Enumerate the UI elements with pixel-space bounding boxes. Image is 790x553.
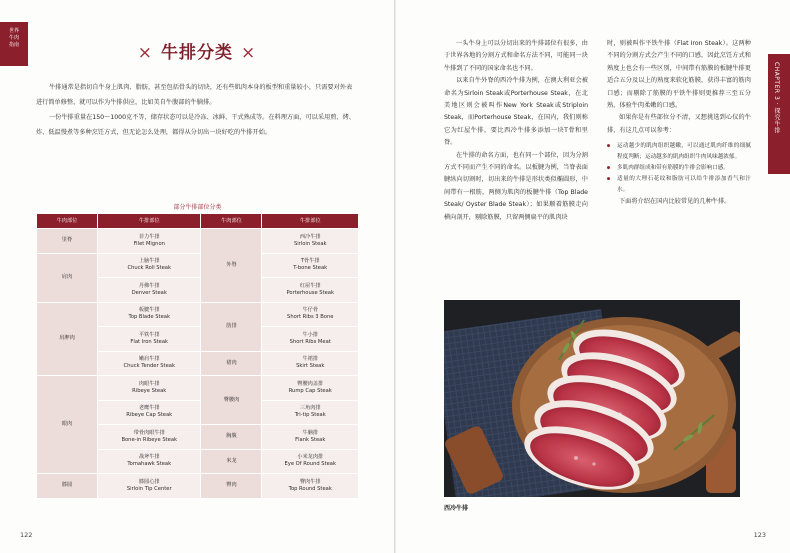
table-row: [37, 302, 359, 327]
steak-cell: [98, 376, 201, 401]
beef-part-cell: 里脊: [37, 229, 98, 254]
list-item: ● 运动越少的肌肉组织越嫩，可以通过肌肉纤维的细腻程度判断；运动越多的肌肉组织牛肉风味越浓郁。: [607, 141, 751, 163]
intro-text: [36, 80, 358, 140]
beef-part-cell: 眼肉: [37, 376, 98, 474]
beef-part-cell: 膝圆: [37, 474, 98, 499]
steak-name-zh: 丹佛牛排: [138, 282, 160, 289]
steak-name-en: Short Ribs Meat: [289, 338, 331, 345]
steak-name-zh: 平铁牛排: [138, 331, 160, 338]
steak-cell: [262, 474, 359, 499]
beef-part-cell: 臀肉: [201, 474, 262, 499]
steak-parts-table: [36, 213, 359, 499]
steak-name-en: Skirt Steak: [296, 363, 325, 370]
steak-name-zh: 臀肉牛排: [299, 478, 321, 485]
table-header: 牛肉部位: [37, 214, 98, 229]
steak-name-zh: 带骨肉眼牛排: [133, 429, 165, 436]
page-title: [0, 38, 394, 63]
steak-name-zh: 牛仔骨: [302, 307, 319, 314]
steak-name-zh: 牛腩排: [302, 429, 319, 436]
beef-part-cell: 裙肉: [201, 351, 262, 376]
table-caption: 部分牛排部位分类: [173, 204, 222, 211]
steak-cell: [98, 425, 201, 450]
title-mark-left: ×: [137, 43, 153, 63]
steak-name-zh: 臀腰肉盖排: [297, 380, 324, 387]
right-page: [396, 0, 790, 553]
steak-cell: [98, 302, 201, 327]
steak-name-zh: 牛裙排: [302, 356, 319, 363]
steak-cell: [98, 400, 201, 425]
steak-name-en: T-bone Steak: [293, 265, 328, 272]
steak-name-zh: 战斧牛排: [138, 454, 160, 461]
steak-name-zh: 嫩肩牛排: [138, 356, 160, 363]
steak-name-en: Ribeye Cap Steak: [126, 412, 173, 419]
list-item: ● 多肌肉群组成和带有筋膜的牛排会影响口感。: [607, 163, 751, 174]
body-paragraph: 如果你是有些部位分不清，又想挑选到心仪的牛排，有这几点可以参考：: [607, 114, 751, 134]
list-item: ● 适量的大理石花纹和脂肪可以给牛排添加香气和汁水。: [607, 174, 751, 196]
steak-cell: [98, 327, 201, 352]
page-number-left: 122: [20, 531, 33, 539]
steak-cell: [98, 278, 201, 303]
steak-name-en: Sirloin Steak: [293, 240, 327, 247]
page-title-text: 牛排分类: [161, 43, 233, 63]
steak-name-en: Chuck Tender Steak: [123, 363, 175, 370]
sirloin-steak-photo: [444, 300, 740, 497]
steak-name-zh: 红屋牛排: [299, 282, 321, 289]
beef-part-cell: 米龙: [201, 449, 262, 474]
steak-cell: [262, 278, 359, 303]
steak-cell: [262, 425, 359, 450]
beef-part-cell: 肩肉: [37, 253, 98, 302]
steak-name-en: Flat Iron Steak: [130, 338, 169, 345]
beef-part-cell: 肩胛肉: [37, 302, 98, 376]
photo-caption: 西冷牛排: [444, 505, 469, 512]
steak-cell: [262, 253, 359, 278]
steak-name-zh: 西冷牛排: [299, 233, 321, 240]
table-row: [37, 474, 359, 499]
steak-name-en: Filet Mignon: [133, 240, 165, 247]
body-paragraph: 以来自牛外脊的西冷牛排为例，在澳大利亚会被命名为Sirloin Steak或Porterhouse Steak，在北美地区则会被叫作New York Steak或Striploin Steak，而Porterhouse Steak，在国内，我们则称它为红屋牛排，要比西冷牛排多添加一块T骨和里脊。: [444, 77, 588, 147]
steak-name-en: Tri-tip Steak: [294, 412, 326, 419]
steak-name-en: Sirloin Tip Center: [126, 485, 172, 492]
beef-part-cell: 胸腹: [201, 425, 262, 450]
chapter-side-tab: [768, 54, 790, 174]
steak-name-zh: 上脑牛排: [138, 258, 160, 265]
steak-cell: [262, 229, 359, 254]
table-header-row: [37, 214, 359, 229]
steak-cell: [98, 449, 201, 474]
beef-part-cell: 臀腰肉: [201, 376, 262, 425]
steak-name-en: Chuck Roll Steak: [127, 265, 171, 272]
beef-part-cell: 外脊: [201, 229, 262, 303]
steak-name-zh: 肉眼牛排: [138, 380, 160, 387]
text-column-1: [444, 38, 588, 224]
table-header: 牛排部位: [262, 214, 359, 229]
text-column-2: [607, 38, 751, 209]
steak-cell: [262, 351, 359, 376]
body-paragraph: 下面将介绍在国内比较常见的几种牛排。: [619, 198, 731, 206]
steak-name-en: Rump Cap Steak: [288, 387, 332, 394]
left-side-tab: 世界 牛肉 指南: [0, 22, 28, 66]
steak-cell: [262, 327, 359, 352]
steak-cell: [98, 253, 201, 278]
body-paragraph: 时，则被叫作平铁牛排（Flat Iron Steak）。这两种不同的分割方式会产生不同的口感，因此烹饪方式和熟度上也会有一些区别，中间带有筋膜的板腱牛排更适合五分及以上的熟度来软化筋膜，获得丰富的筋肉口感；而剔除了筋膜的平铁牛排则更推荐三至五分熟，体验牛肉柔嫩的口感。: [607, 40, 751, 110]
steak-photo-illustration: [444, 300, 740, 497]
steak-name-zh: 板腱牛排: [138, 307, 160, 314]
table-row: [37, 229, 359, 254]
steak-name-zh: 小米龙肉排: [297, 454, 324, 461]
chapter-side-tab-label: CHAPTER 3 · 探究牛排: [773, 62, 780, 134]
steak-name-zh: 老鹰牛排: [138, 405, 160, 412]
steak-name-zh: 牛小排: [302, 331, 319, 338]
steak-name-en: Top Blade Steak: [128, 314, 170, 321]
body-paragraph: 一头牛身上可以分切出来的牛排部位有很多，由于世界各地的分割方式和命名方法不同，可能同一块牛排到了不同的国家命名也不同。: [444, 40, 588, 72]
steak-name-zh: 三角肉排: [299, 405, 321, 412]
steak-cell: [262, 449, 359, 474]
steak-name-en: Denver Steak: [131, 289, 167, 296]
steak-name-en: Flank Steak: [295, 436, 326, 443]
left-page: [0, 0, 394, 553]
table-row: [37, 253, 359, 278]
table-header: 牛排部位: [98, 214, 201, 229]
title-mark-right: ×: [241, 43, 257, 63]
steak-cell: [262, 376, 359, 401]
tips-list: [607, 141, 751, 196]
steak-name-en: Short Ribs 3 Bone: [287, 314, 334, 321]
steak-cell: [98, 229, 201, 254]
steak-cell: [262, 400, 359, 425]
steak-cell: [98, 474, 201, 499]
steak-name-en: Top Round Steak: [288, 485, 332, 492]
intro-paragraph: 牛排通常是指切自牛身上肌肉、脂肪，甚至包括骨头的切块，还有些肌肉本身的板型和重量较小，只需要对外表进行简单修整，就可以作为牛排供应，比如美自牛腹部的牛腩排。: [36, 84, 353, 106]
table-row: [37, 376, 359, 401]
beef-part-cell: 肋排: [201, 302, 262, 351]
steak-name-zh: 菲力牛排: [138, 233, 160, 240]
page-number-right: 123: [753, 531, 766, 539]
intro-paragraph: 一份牛排重量在150～1000克不等，储存状态可以是冷冻、冰鲜、干式熟成等。在料理方面，可以采用煎、烤、炸、低温慢煮等多种烹饪方式，但无论怎么处理，都得从分切出一块好吃的牛排开始。: [36, 114, 355, 136]
table-header: 牛肉部位: [201, 214, 262, 229]
steak-name-en: Tomahawk Steak: [127, 461, 172, 468]
steak-name-en: Porterhouse Steak: [286, 289, 334, 296]
steak-cell: [262, 302, 359, 327]
steak-name-en: Ribeye Steak: [132, 387, 167, 394]
steak-cell: [98, 351, 201, 376]
steak-name-zh: 膝圆心排: [138, 478, 160, 485]
body-paragraph: 在牛排的命名方面，也有同一个部位，因为分割方式不同而产生不同的命名。以板腱为例，当脊表面腱纵向切割时，切出来的牛排是形状类似椭圆形，中间带有一根筋，两侧为肌肉的板腱牛排（Top Blade Steak/ Oyster Blade Steak）；如果顺着筋膜走向横向剖开，剔除筋膜，只留两侧扁平的肌肉块: [444, 151, 588, 221]
steak-name-en: Eye Of Round Steak: [284, 461, 336, 468]
steak-name-en: Bone-in Ribeye Steak: [121, 436, 178, 443]
steak-name-zh: T骨牛排: [300, 258, 320, 265]
